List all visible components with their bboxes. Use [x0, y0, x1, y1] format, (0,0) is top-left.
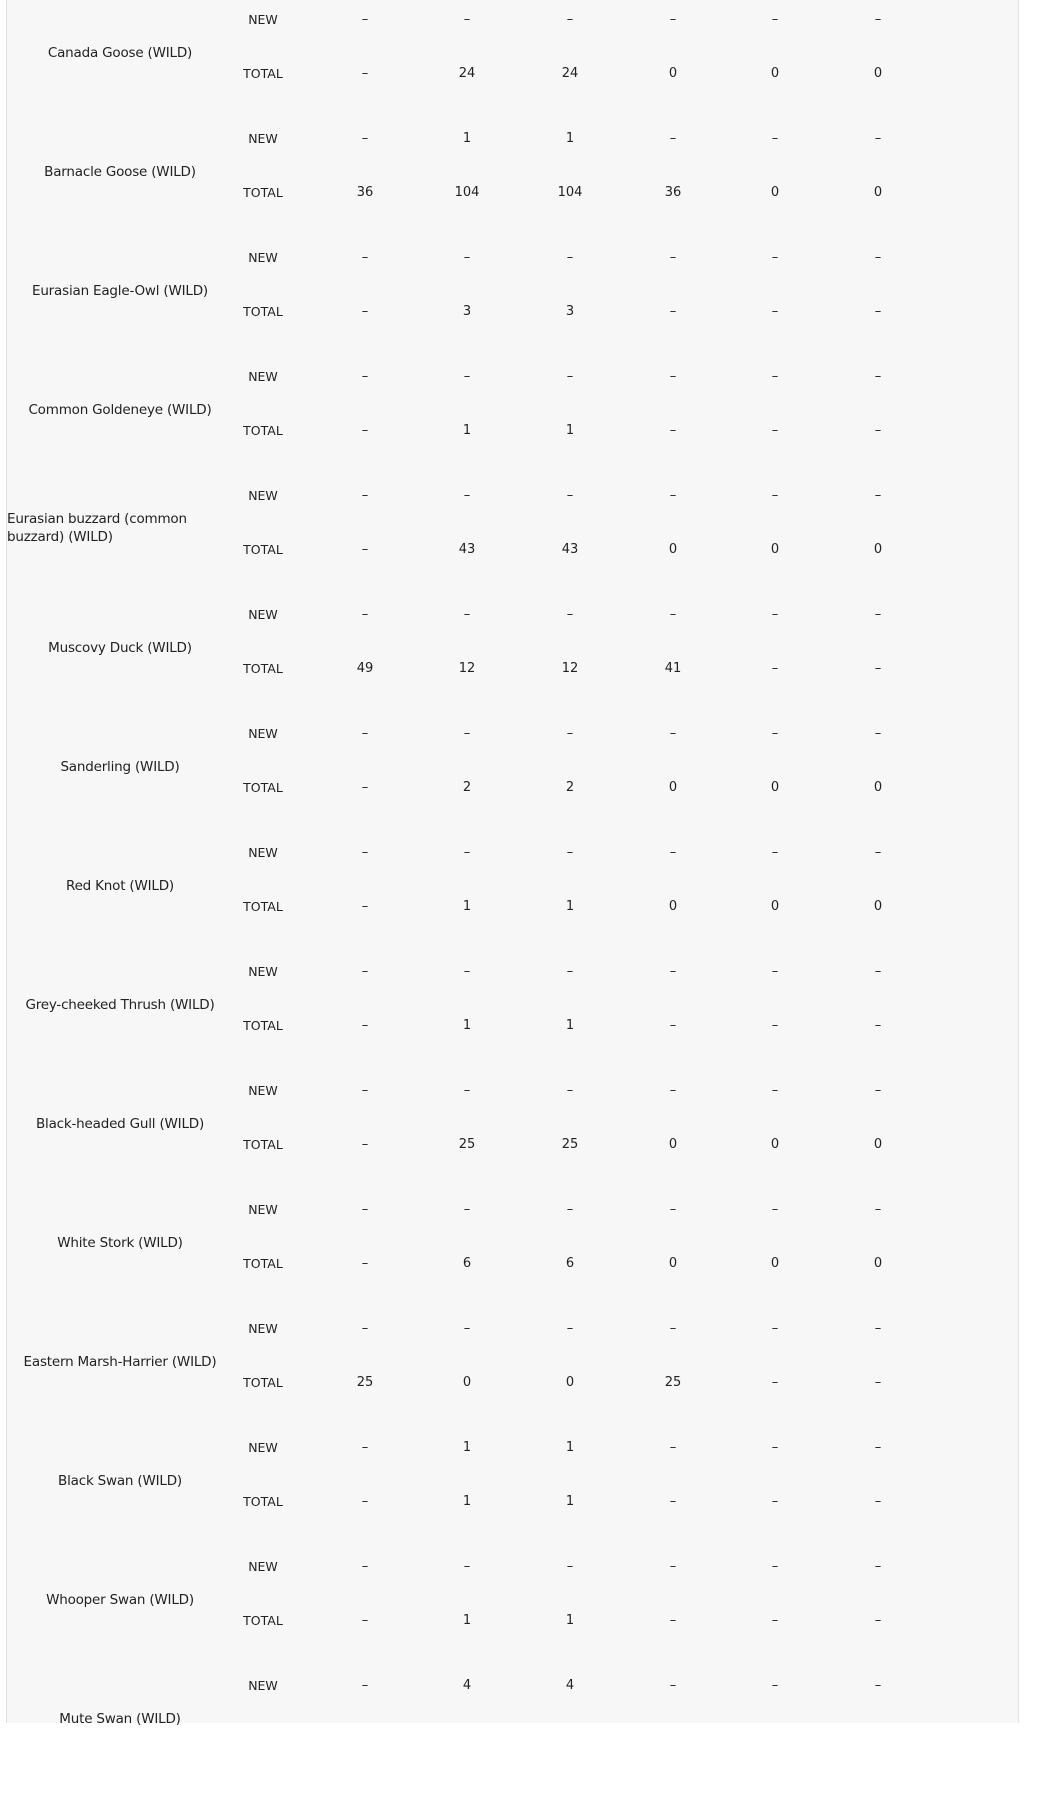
row-type-label: NEW [248, 12, 278, 27]
value-cell: – [771, 607, 779, 622]
value-cell: – [669, 1440, 677, 1455]
value-cell: 0 [873, 542, 883, 557]
species-group [7, 129, 1020, 248]
value-cell: 25 [458, 1137, 476, 1152]
value-cell: – [361, 1440, 369, 1455]
row-type-label: NEW [248, 369, 278, 384]
value-cell: – [874, 1494, 882, 1509]
value-cell: – [361, 1202, 369, 1217]
value-cell: – [874, 1440, 882, 1455]
value-cell: – [771, 964, 779, 979]
value-cell: – [874, 304, 882, 319]
value-cell: 0 [873, 1137, 883, 1152]
value-cell: 1 [565, 1440, 575, 1455]
value-cell: – [463, 845, 471, 860]
value-cell: – [669, 607, 677, 622]
value-cell: 0 [770, 780, 780, 795]
species-name: Red Knot (WILD) [66, 878, 174, 894]
value-cell: 6 [565, 1256, 575, 1271]
total-row [7, 64, 1020, 84]
total-row [7, 421, 1020, 441]
value-cell: 41 [664, 661, 682, 676]
value-cell: – [463, 726, 471, 741]
species-group [7, 248, 1020, 367]
species-table [6, 0, 1019, 1727]
row-type-label: NEW [248, 1440, 278, 1455]
value-cell: – [361, 1678, 369, 1693]
value-cell: 1 [462, 423, 472, 438]
total-row [7, 540, 1020, 560]
value-cell: – [771, 1083, 779, 1098]
value-cell: – [463, 488, 471, 503]
value-cell: – [463, 12, 471, 27]
value-cell: 1 [462, 1613, 472, 1628]
value-cell: 0 [770, 542, 780, 557]
value-cell: – [771, 1559, 779, 1574]
value-cell: – [874, 1613, 882, 1628]
value-cell: – [669, 845, 677, 860]
value-cell: – [874, 131, 882, 146]
value-cell: – [771, 488, 779, 503]
row-type-label: TOTAL [243, 661, 283, 676]
species-group [7, 10, 1020, 129]
value-cell: – [669, 1018, 677, 1033]
value-cell: 1 [462, 899, 472, 914]
species-name: White Stork (WILD) [57, 1235, 183, 1251]
value-cell: 0 [770, 185, 780, 200]
species-name: Black-headed Gull (WILD) [35, 1116, 205, 1132]
species-name: Eurasian Eagle-Owl (WILD) [32, 283, 208, 299]
row-type-label: TOTAL [243, 1256, 283, 1271]
value-cell: – [566, 12, 574, 27]
value-cell: – [771, 1202, 779, 1217]
species-name: Barnacle Goose (WILD) [44, 164, 196, 180]
row-type-label: TOTAL [243, 66, 283, 81]
value-cell: – [669, 1321, 677, 1336]
value-cell: – [771, 1018, 779, 1033]
value-cell: 104 [557, 185, 583, 200]
value-cell: 4 [462, 1678, 472, 1693]
row-type-label: NEW [248, 1321, 278, 1336]
value-cell: – [566, 369, 574, 384]
species-name: Sanderling (WILD) [60, 759, 180, 775]
value-cell: 0 [770, 1256, 780, 1271]
value-cell: – [566, 250, 574, 265]
new-row [7, 10, 1020, 30]
value-cell: – [771, 1321, 779, 1336]
new-row [7, 486, 1020, 506]
value-cell: 3 [565, 304, 575, 319]
total-row [7, 1135, 1020, 1155]
value-cell: – [361, 845, 369, 860]
value-cell: – [874, 1083, 882, 1098]
value-cell: – [566, 1559, 574, 1574]
value-cell: 1 [462, 1018, 472, 1033]
value-cell: – [874, 607, 882, 622]
new-row [7, 129, 1020, 149]
value-cell: – [463, 1321, 471, 1336]
value-cell: – [361, 131, 369, 146]
value-cell: – [566, 964, 574, 979]
value-cell: – [463, 607, 471, 622]
row-type-label: NEW [248, 1678, 278, 1693]
value-cell: – [771, 12, 779, 27]
value-cell: 4 [565, 1678, 575, 1693]
value-cell: – [669, 250, 677, 265]
value-cell: 12 [561, 661, 579, 676]
value-cell: 24 [458, 66, 476, 81]
value-cell: 12 [458, 661, 476, 676]
value-cell: 0 [873, 66, 883, 81]
species-name: Common Goldeneye (WILD) [28, 402, 212, 418]
total-row [7, 1492, 1020, 1512]
row-type-label: NEW [248, 488, 278, 503]
value-cell: 1 [462, 131, 472, 146]
species-name: Black Swan (WILD) [58, 1473, 182, 1489]
value-cell: – [669, 488, 677, 503]
row-type-label: NEW [248, 845, 278, 860]
row-type-label: TOTAL [243, 1494, 283, 1509]
value-cell: 0 [770, 66, 780, 81]
value-cell: – [361, 1494, 369, 1509]
species-name: Canada Goose (WILD) [47, 45, 193, 61]
value-cell: – [566, 488, 574, 503]
value-cell: 1 [565, 423, 575, 438]
value-cell: 2 [565, 780, 575, 795]
total-row [7, 897, 1020, 917]
value-cell: 2 [462, 780, 472, 795]
value-cell: 1 [462, 1494, 472, 1509]
value-cell: 25 [356, 1375, 374, 1390]
value-cell: – [771, 369, 779, 384]
value-cell: 0 [770, 899, 780, 914]
value-cell: 0 [668, 780, 678, 795]
value-cell: 1 [565, 131, 575, 146]
value-cell: – [669, 12, 677, 27]
value-cell: – [771, 304, 779, 319]
value-cell: – [874, 661, 882, 676]
row-type-label: TOTAL [243, 899, 283, 914]
value-cell: – [771, 131, 779, 146]
value-cell: – [669, 1083, 677, 1098]
species-group [7, 843, 1020, 962]
value-cell: – [771, 250, 779, 265]
value-cell: 3 [462, 304, 472, 319]
value-cell: – [669, 1202, 677, 1217]
row-type-label: TOTAL [243, 185, 283, 200]
species-group [7, 1438, 1020, 1557]
value-cell: 36 [664, 185, 682, 200]
species-name: Whooper Swan (WILD) [46, 1592, 194, 1608]
value-cell: – [361, 607, 369, 622]
species-group [7, 367, 1020, 486]
species-group [7, 605, 1020, 724]
total-row [7, 1016, 1020, 1036]
value-cell: – [463, 369, 471, 384]
value-cell: – [361, 1559, 369, 1574]
value-cell: – [771, 726, 779, 741]
value-cell: 43 [561, 542, 579, 557]
species-group [7, 1200, 1020, 1319]
new-row [7, 1200, 1020, 1220]
value-cell: – [361, 726, 369, 741]
value-cell: 0 [873, 780, 883, 795]
value-cell: – [669, 726, 677, 741]
species-name: Muscovy Duck (WILD) [48, 640, 192, 656]
value-cell: – [771, 423, 779, 438]
value-cell: 0 [873, 185, 883, 200]
value-cell: 25 [561, 1137, 579, 1152]
new-row [7, 367, 1020, 387]
value-cell: – [874, 1321, 882, 1336]
value-cell: – [361, 780, 369, 795]
new-row [7, 1438, 1020, 1458]
species-name: Grey-cheeked Thrush (WILD) [25, 997, 215, 1013]
value-cell: 104 [454, 185, 480, 200]
value-cell: 1 [565, 899, 575, 914]
value-cell: – [669, 304, 677, 319]
value-cell: – [771, 845, 779, 860]
value-cell: – [566, 726, 574, 741]
value-cell: – [361, 66, 369, 81]
new-row [7, 1319, 1020, 1339]
value-cell: – [463, 964, 471, 979]
value-cell: – [361, 1613, 369, 1628]
value-cell: – [361, 304, 369, 319]
total-row [7, 1254, 1020, 1274]
value-cell: – [361, 542, 369, 557]
total-row [7, 1611, 1020, 1631]
species-group [7, 962, 1020, 1081]
row-type-label: NEW [248, 726, 278, 741]
species-name: Mute Swan (WILD) [59, 1711, 181, 1727]
value-cell: – [874, 1018, 882, 1033]
value-cell: – [463, 1559, 471, 1574]
value-cell: – [669, 369, 677, 384]
species-group [7, 1676, 1020, 1795]
value-cell: – [463, 1202, 471, 1217]
total-row [7, 659, 1020, 679]
value-cell: – [874, 12, 882, 27]
value-cell: – [361, 1018, 369, 1033]
value-cell: – [771, 1440, 779, 1455]
value-cell: – [566, 1202, 574, 1217]
row-type-label: TOTAL [243, 1137, 283, 1152]
row-type-label: NEW [248, 1202, 278, 1217]
new-row [7, 724, 1020, 744]
value-cell: – [771, 661, 779, 676]
new-row [7, 962, 1020, 982]
value-cell: 6 [462, 1256, 472, 1271]
value-cell: – [874, 1559, 882, 1574]
value-cell: 36 [356, 185, 374, 200]
species-group [7, 724, 1020, 843]
value-cell: – [566, 1321, 574, 1336]
value-cell: – [361, 250, 369, 265]
value-cell: – [566, 1083, 574, 1098]
row-type-label: TOTAL [243, 542, 283, 557]
new-row [7, 843, 1020, 863]
value-cell: – [361, 369, 369, 384]
row-type-label: NEW [248, 131, 278, 146]
value-cell: 1 [462, 1440, 472, 1455]
value-cell: – [874, 845, 882, 860]
row-type-label: TOTAL [243, 304, 283, 319]
row-type-label: NEW [248, 607, 278, 622]
value-cell: – [361, 488, 369, 503]
value-cell: – [361, 1321, 369, 1336]
value-cell: – [771, 1494, 779, 1509]
new-row [7, 605, 1020, 625]
value-cell: – [361, 12, 369, 27]
value-cell: – [463, 1083, 471, 1098]
value-cell: 24 [561, 66, 579, 81]
value-cell: – [771, 1613, 779, 1628]
value-cell: 0 [668, 1256, 678, 1271]
value-cell: 0 [770, 1137, 780, 1152]
value-cell: – [669, 423, 677, 438]
value-cell: – [669, 1678, 677, 1693]
value-cell: – [669, 1494, 677, 1509]
row-type-label: TOTAL [243, 780, 283, 795]
value-cell: 0 [462, 1375, 472, 1390]
value-cell: 1 [565, 1018, 575, 1033]
value-cell: 0 [668, 1137, 678, 1152]
value-cell: – [874, 423, 882, 438]
value-cell: – [874, 726, 882, 741]
row-type-label: TOTAL [243, 423, 283, 438]
species-group [7, 1319, 1020, 1438]
value-cell: – [361, 1083, 369, 1098]
total-row [7, 302, 1020, 322]
value-cell: 0 [668, 542, 678, 557]
new-row [7, 248, 1020, 268]
value-cell: – [771, 1678, 779, 1693]
value-cell: – [874, 964, 882, 979]
value-cell: – [669, 1613, 677, 1628]
total-row [7, 183, 1020, 203]
species-group [7, 1557, 1020, 1676]
species-name: Eurasian buzzard (common buzzard) (WILD) [7, 511, 187, 545]
row-type-label: TOTAL [243, 1375, 283, 1390]
value-cell: 1 [565, 1613, 575, 1628]
value-cell: – [566, 845, 574, 860]
value-cell: 25 [664, 1375, 682, 1390]
total-row [7, 778, 1020, 798]
value-cell: – [566, 607, 574, 622]
value-cell: – [361, 964, 369, 979]
value-cell: – [361, 899, 369, 914]
new-row [7, 1676, 1020, 1696]
value-cell: 0 [873, 1256, 883, 1271]
value-cell: 1 [565, 1494, 575, 1509]
new-row [7, 1557, 1020, 1577]
value-cell: – [771, 1375, 779, 1390]
species-group [7, 1081, 1020, 1200]
species-name: Eastern Marsh-Harrier (WILD) [23, 1354, 217, 1370]
row-type-label: NEW [248, 250, 278, 265]
total-row [7, 1373, 1020, 1393]
row-type-label: NEW [248, 964, 278, 979]
new-row [7, 1081, 1020, 1101]
value-cell: – [874, 250, 882, 265]
value-cell: – [669, 1559, 677, 1574]
row-type-label: NEW [248, 1083, 278, 1098]
value-cell: – [874, 488, 882, 503]
value-cell: 43 [458, 542, 476, 557]
row-type-label: NEW [248, 1559, 278, 1574]
value-cell: – [874, 369, 882, 384]
value-cell: – [874, 1202, 882, 1217]
row-type-label: TOTAL [243, 1613, 283, 1628]
value-cell: 0 [873, 899, 883, 914]
value-cell: 0 [668, 66, 678, 81]
value-cell: 49 [356, 661, 374, 676]
species-group [7, 486, 1020, 605]
value-cell: – [463, 250, 471, 265]
value-cell: – [669, 131, 677, 146]
value-cell: – [361, 423, 369, 438]
row-type-label: TOTAL [243, 1018, 283, 1033]
value-cell: – [874, 1375, 882, 1390]
value-cell: – [361, 1256, 369, 1271]
value-cell: – [669, 964, 677, 979]
value-cell: – [874, 1678, 882, 1693]
value-cell: 0 [565, 1375, 575, 1390]
value-cell: 0 [668, 899, 678, 914]
value-cell: – [361, 1137, 369, 1152]
